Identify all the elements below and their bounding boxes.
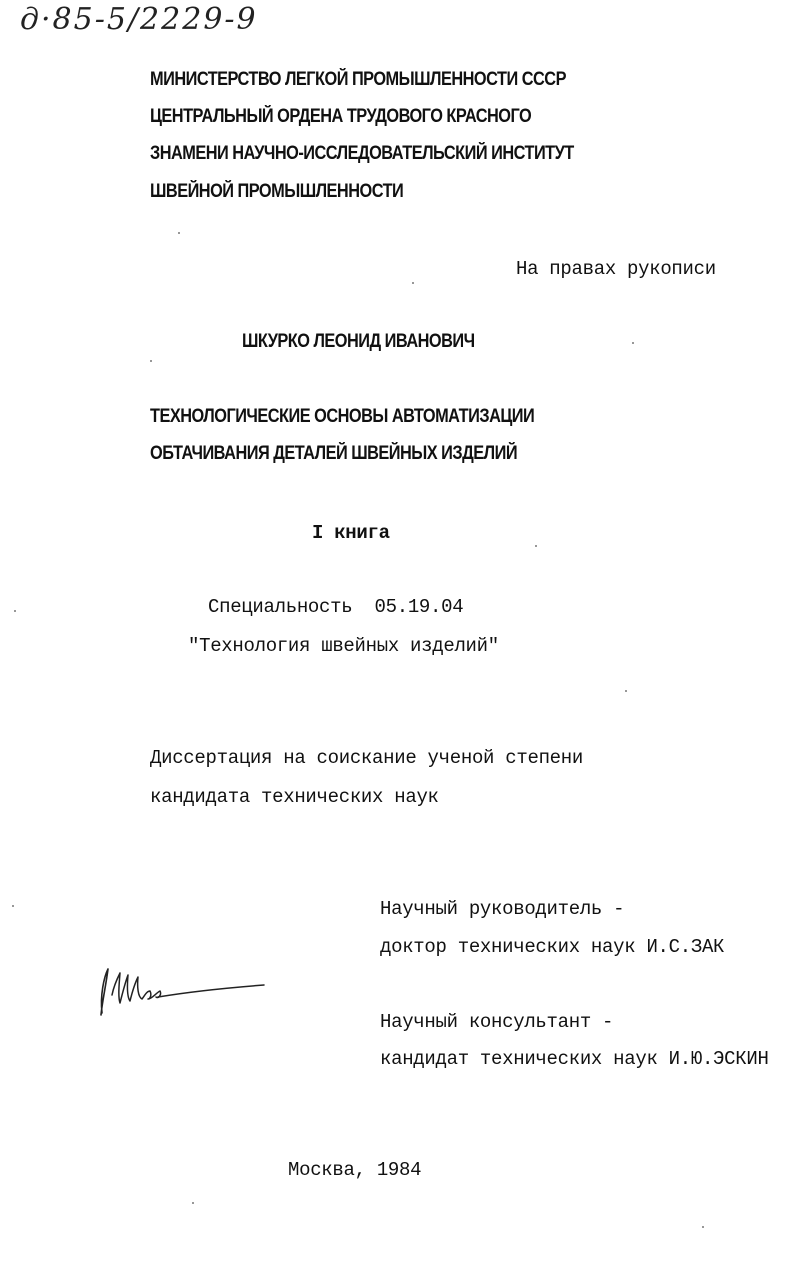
paper-speck xyxy=(178,232,180,234)
specialty-code: Специальность 05.19.04 xyxy=(208,596,464,618)
ministry-line-2: ЦЕНТРАЛЬНЫЙ ОРДЕНА ТРУДОВОГО КРАСНОГО xyxy=(150,106,532,127)
supervisor-role: Научный руководитель - xyxy=(380,898,625,920)
city-year: Москва, 1984 xyxy=(288,1159,422,1181)
paper-speck xyxy=(12,905,14,907)
archive-mark: д·85-5/2229-9 xyxy=(20,2,258,37)
paper-speck xyxy=(535,545,537,547)
consultant-role: Научный консультант - xyxy=(380,1011,614,1033)
paper-speck xyxy=(150,360,152,362)
manuscript-note: На правах рукописи xyxy=(516,258,716,280)
ministry-line-4: ШВЕЙНОЙ ПРОМЫШЛЕННОСТИ xyxy=(150,181,404,202)
title-line-2: ОБТАЧИВАНИЯ ДЕТАЛЕЙ ШВЕЙНЫХ ИЗДЕЛИЙ xyxy=(150,443,518,464)
degree-line-2: кандидата технических наук xyxy=(150,786,439,808)
signature xyxy=(92,955,272,1025)
paper-speck xyxy=(14,610,16,612)
consultant-name: кандидат технических наук И.Ю.ЭСКИН xyxy=(380,1048,769,1070)
degree-line-1: Диссертация на соискание ученой степени xyxy=(150,747,583,769)
title-line-1: ТЕХНОЛОГИЧЕСКИЕ ОСНОВЫ АВТОМАТИЗАЦИИ xyxy=(150,406,535,427)
book-number: I книга xyxy=(312,522,390,544)
paper-speck xyxy=(632,342,634,344)
paper-speck xyxy=(412,282,414,284)
specialty-name: "Технология швейных изделий" xyxy=(188,635,499,657)
paper-speck xyxy=(625,690,627,692)
supervisor-name: доктор технических наук И.С.ЗАК xyxy=(380,936,725,958)
paper-speck xyxy=(702,1226,704,1228)
ministry-line-1: МИНИСТЕРСТВО ЛЕГКОЙ ПРОМЫШЛЕННОСТИ СССР xyxy=(150,69,566,90)
author-name: ШКУРКО ЛЕОНИД ИВАНОВИЧ xyxy=(242,331,475,352)
ministry-line-3: ЗНАМЕНИ НАУЧНО-ИССЛЕДОВАТЕЛЬСКИЙ ИНСТИТУТ xyxy=(150,143,574,164)
paper-speck xyxy=(192,1202,194,1204)
